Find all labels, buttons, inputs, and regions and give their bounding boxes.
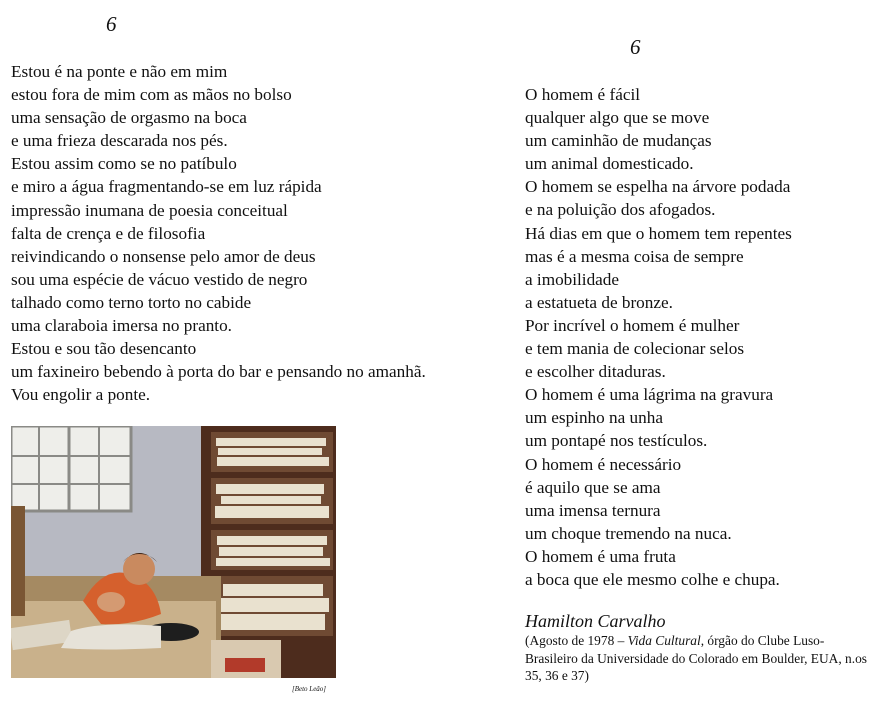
source-title: Vida Cultural [627,633,701,648]
author-name: Hamilton Carvalho [525,611,666,631]
poem-line: O homem é fácil [525,85,641,104]
right-poem [525,83,792,591]
poem-line: um caminhão de mudanças [525,131,712,151]
poem-line: sou uma espécie de vácuo vestido de negro [11,269,308,289]
poem-line: a imobilidade [525,269,620,289]
poem-line: Estou assim como se no patíbulo [11,154,237,174]
poem-line: um pontapé nos testículos. [525,431,708,451]
source-citation [525,632,877,685]
poem-line: talhado como terno torto no cabide [11,292,252,312]
source-prefix: (Agosto de 1978 – [525,633,628,648]
poem-line: O homem é uma lágrima na gravura [525,385,774,405]
poem-line: e tem mania de colecionar selos [525,339,745,359]
poem-line: O homem é necessário [525,454,682,474]
poem-line: um espinho na unha [525,408,663,428]
poem-line: é aquilo que se ama [525,477,661,497]
poem-line: um choque tremendo na nuca. [525,523,732,543]
poem-line: e miro a água fragmentando-se em luz rápida [11,177,322,197]
poem-line: um animal domesticado. [525,154,694,174]
poem-line: uma sensação de orgasmo na boca [11,108,247,128]
poem-line: mas é a mesma coisa de sempre [525,246,744,266]
poem-line: e uma frieza descarada nos pés. [11,131,228,151]
right-poem-number: 6 [630,35,641,59]
poem-line: Estou é na ponte e não em mim [11,62,228,81]
poem-line: e na poluição dos afogados. [525,200,716,220]
poem-line: qualquer algo que se move [525,108,710,128]
poem-line: O homem é uma fruta [525,546,676,566]
poem-line: impressão inumana de poesia conceitual [11,200,288,220]
left-poem [11,60,426,406]
poem-line: falta de crença e de filosofia [11,223,206,243]
poem-line: estou fora de mim com as mãos no bolso [11,85,292,105]
poem-line: Por incrível o homem é mulher [525,315,740,335]
poem-line: uma imensa ternura [525,500,661,520]
poem-line: um faxineiro bebendo à porta do bar e pensando no amanhã. [11,362,426,382]
source-suffix: , órgão do Clube Luso-Brasileiro da Universidade do Colorado em Boulder, EUA, n.os 35, 36 e 37) [525,633,867,683]
photo-credit: [Beto Leão] [292,685,327,693]
poem-line: uma claraboia imersa no pranto. [11,316,232,336]
poem-line: Vou engolir a ponte. [11,385,151,405]
photograph [11,426,336,678]
left-poem-number: 6 [106,12,117,36]
poem-line: a estatueta de bronze. [525,292,673,312]
poem-line: O homem se espelha na árvore podada [525,177,791,197]
poem-line: reivindicando o nonsense pelo amor de deus [11,246,316,266]
poem-line: Estou e sou tão desencanto [11,339,197,359]
poem-line: Há dias em que o homem tem repentes [525,223,792,243]
poem-line: a boca que ele mesmo colhe e chupa. [525,569,780,589]
poem-line: e escolher ditaduras. [525,362,666,382]
